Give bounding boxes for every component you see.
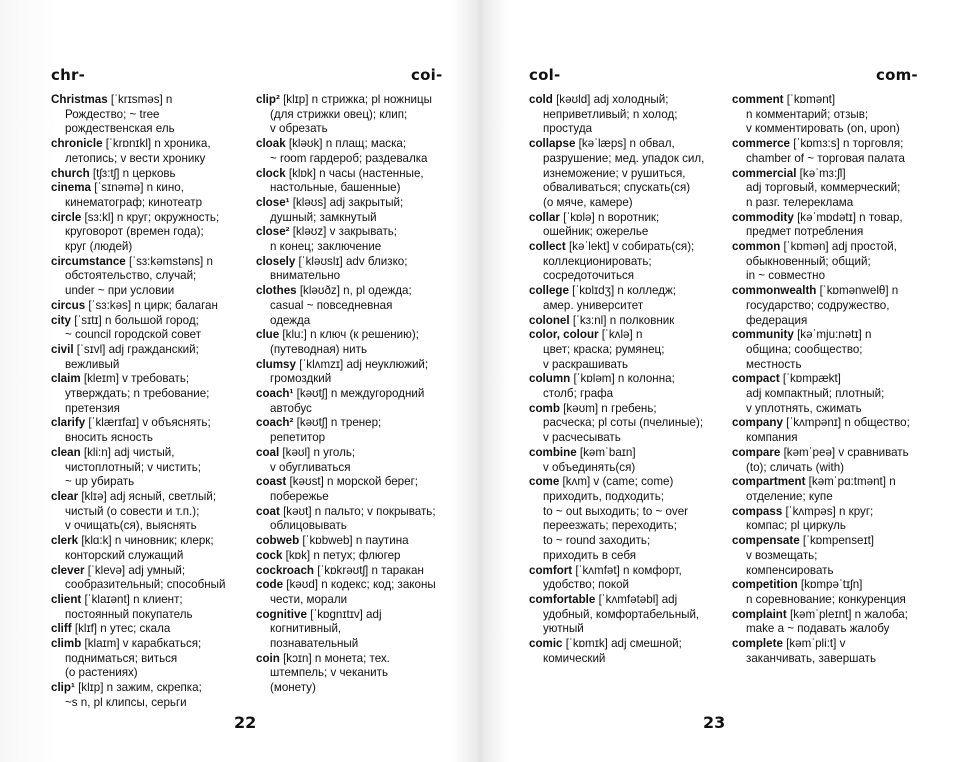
entry-continuation: когнитивный, [270,622,342,636]
guide-word-right-page-end: com- [876,66,918,84]
entry-continuation: познавательный [270,637,359,651]
entry-headline: cognitive [ˈkɒgnɪtɪv] adj [256,607,382,621]
entry-headline: coach¹ [kəʊtʃ] n междугородний [256,387,425,401]
entry-headline: cockroach [ˈkɒkrəʊtʃ] n таракан [256,563,424,577]
entry-continuation: сообразительный; способный [65,578,226,592]
entry-headline: common [ˈkɒmən] adj простой, [732,240,897,254]
entry-headline: collapse [kəˈlæps] n обвал, [529,137,675,151]
entry-continuation: v возмещать; [746,548,818,562]
entry-continuation: подниматься; виться [65,651,178,665]
entry-continuation: громоздкий [270,372,332,386]
entry-headline: compare [kəmˈpeə] v сравнивать [732,445,909,459]
entry-continuation: n комментарий; отзыв; [746,107,869,121]
entry-headline: combine [kəmˈbaɪn] [529,445,636,459]
entry-headline: client [ˈklaɪənt] n клиент; [51,592,183,606]
entry-continuation: постоянный покупатель [65,607,193,621]
entry-headline: community [kəˈmju:nətɪ] n [732,328,872,342]
entry-continuation: to ~ out выходить; to ~ over [543,504,689,518]
entry-continuation: сосредоточиться [543,269,635,283]
entry-continuation: разрушение; мед. упадок сил, [543,151,705,165]
entry-headline: commerce [ˈkɒmɜ:s] n торговля; [732,137,904,151]
entry-continuation: adj торговый, коммерческий; [746,181,901,195]
entry-continuation: adj компактный; плотный; [746,387,885,401]
entry-continuation: чести, морали [270,592,348,606]
entry-headline: comfortable [ˈkʌmfətəbl] adj [529,592,678,606]
entry-continuation: отделение; купе [746,489,833,503]
entry-headline: collect [kəˈlekt] v собирать(ся); [529,240,695,254]
entry-continuation: компания [746,431,798,445]
entry-continuation: чистоплотный; v чистить; [65,460,201,474]
entry-continuation: v очищать(ся), выяснять [65,519,197,533]
entry-continuation: амер. университет [543,298,644,312]
entry-continuation: (to); сличать (with) [746,460,845,474]
entry-continuation: удобный, комфортабельный, [543,607,700,621]
entry-headline: cinema [ˈsɪnəmə] n кино, [51,181,184,195]
entry-continuation: столб; графа [543,387,614,401]
entry-headline: competition [kɒmpəˈtɪʃn] [732,578,863,592]
entry-headline: compartment [kəmˈpɑ:tmənt] n [732,475,896,489]
entry-headline: commercial [kəˈmɜ:ʃl] [732,166,846,180]
entry-continuation: ~ up убирать [65,475,135,489]
entry-continuation: компенсировать [746,563,834,577]
entry-headline: company [ˈkʌmpənɪ] n общество; [732,416,910,430]
entry-continuation: репетитор [270,431,326,445]
entry-headline: clumsy [ˈklʌmzɪ] adj неуклюжий; [256,357,429,371]
entry-continuation: изнеможение; v рушиться, [543,166,686,180]
entry-headline: coat [kəʊt] n пальто; v покрывать; [256,504,436,518]
left-page-column-1 [51,93,251,711]
entry-continuation: расческа; pl соты (пчелиные); [543,416,704,430]
right-page-column-1 [529,93,729,666]
entry-continuation: v раскрашивать [543,357,629,371]
entry-headline: chronicle [ˈkrɒnɪkl] n хроника, [51,137,211,151]
entry-continuation: душный; замкнутый [270,210,377,224]
entry-continuation: in ~ совместно [746,269,826,283]
entry-headline: comment [ˈkɒmənt] [732,93,836,106]
entry-headline: circle [sɜ:kl] n круг; окружность; [51,210,220,224]
guide-word-left-page-start: chr- [51,66,85,84]
entry-continuation: приходить, подходить; [543,489,665,503]
entry-continuation: претензия [65,401,120,415]
entry-continuation: n разг. телереклама [746,195,854,209]
entry-continuation: приходить в себя [543,548,637,562]
entry-headline: code [kəʊd] n кодекс; код; законы [256,578,436,592]
right-page-column-2 [732,93,922,666]
entry-continuation: make a ~ подавать жалобу [746,622,890,636]
entry-headline: clerk [klɑ:k] n чиновник; клерк; [51,534,214,548]
entry-continuation: n соревнование; конкуренция [746,592,906,606]
entry-continuation: chamber of ~ торговая палата [746,151,905,165]
entry-headline: coach² [kəʊtʃ] n тренер; [256,416,382,430]
entry-continuation: круг (людей) [65,240,133,254]
entry-continuation: комический [543,651,606,665]
entry-continuation: ~ room гардероб; раздевалка [270,151,428,165]
entry-headline: clip¹ [klɪp] n зажим, скрепка; [51,681,202,695]
entry-headline: coin [kɔɪn] n монета; тех. [256,651,390,665]
entry-headline: cold [kəʊld] adj холодный; [529,93,669,106]
entry-headline: climb [klaɪm] v карабкаться; [51,637,202,651]
entry-continuation: v комментировать (on, upon) [746,122,900,136]
entry-headline: clip² [klɪp] n стрижка; pl ножницы [256,93,432,106]
entry-headline: comfort [ˈkʌmfət] n комфорт, [529,563,682,577]
entry-headline: compensate [ˈkɒmpenseɪt] [732,534,875,548]
page-number-22: 22 [234,713,257,732]
left-page-column-2 [256,93,456,696]
entry-continuation: заканчивать, завершать [746,651,877,665]
entry-continuation: (для стрижки овец); клип; [270,107,408,121]
entry-continuation: вносить ясность [65,431,153,445]
entry-continuation: v расчесывать [543,431,621,445]
entry-continuation: рождественская ель [65,122,175,136]
entry-headline: cock [kɒk] n петух; флюгер [256,548,401,562]
entry-continuation: casual ~ повседневная [270,298,393,312]
entry-continuation: простуда [543,122,593,136]
entry-headline: clothes [kləʊðz] n, pl одежда; [256,284,412,298]
entry-continuation: неприветливый; n холод; [543,107,678,121]
entry-headline: cobweb [ˈkɒbweb] n паутина [256,534,409,548]
entry-headline: church [tʃɜ:tʃ] n церковь [51,166,176,180]
entry-continuation: n конец; заключение [270,240,382,254]
entry-headline: close¹ [kləʊs] adj закрытый; [256,195,404,209]
entry-headline: clean [kli:n] adj чистый, [51,445,175,459]
entry-headline: coast [kəʊst] n морской берег; [256,475,419,489]
entry-headline: civil [ˈsɪvl] adj гражданский; [51,342,199,356]
entry-continuation: (о мяче, камере) [543,195,633,209]
entry-headline: college [ˈkɒlɪdʒ] n колледж; [529,284,676,298]
entry-continuation: обваливаться; спускать(ся) [543,181,691,195]
entry-continuation: (путеводная) нить [270,342,367,356]
entry-continuation: конторский служащий [65,548,184,562]
entry-headline: commonwealth [ˈkɒmənwelθ] n [732,284,899,298]
entry-continuation: переезжать; переходить; [543,519,677,533]
entry-headline: color, colour [ˈkʌlə] n [529,328,643,342]
entry-continuation: государство; содружество, [746,298,890,312]
entry-continuation: круговорот (времен года); [65,225,204,239]
entry-continuation: чистый (о совести и т.п.); [65,504,200,518]
entry-continuation: v обрезать [270,122,328,136]
entry-headline: city [ˈsɪtɪ] n большой город; [51,313,199,327]
entry-continuation: местность [746,357,802,371]
entry-headline: clock [klɒk] n часы (настенные, [256,166,424,180]
entry-continuation: община; сообщество; [746,342,863,356]
entry-continuation: v объединять(ся) [543,460,636,474]
entry-headline: compass [ˈkʌmpəs] n круг; [732,504,874,518]
entry-continuation: настольные, башенные) [270,181,401,195]
entry-continuation: вежливый [65,357,120,371]
entry-continuation: under ~ при условии [65,284,175,298]
entry-continuation: удобство; покой [543,578,630,592]
entry-headline: comb [kəʊm] n гребень; [529,401,657,415]
entry-continuation: ~ council городской совет [65,328,202,342]
entry-headline: column [ˈkɒləm] n колонна; [529,372,675,386]
entry-headline: comic [ˈkɒmɪk] adj смешной; [529,637,682,651]
entry-continuation: to ~ round заходить; [543,534,651,548]
entry-headline: compact [ˈkɒmpækt] [732,372,841,386]
entry-headline: closely [ˈkləʊslɪ] adv близко; [256,254,408,268]
entry-headline: coal [kəʊl] n уголь; [256,445,356,459]
entry-continuation: компас; pl циркуль [746,519,846,533]
entry-headline: claim [kleɪm] v требовать; [51,372,190,386]
entry-headline: colonel [ˈkɜ:nl] n полковник [529,313,675,327]
entry-headline: close² [kləʊz] v закрывать; [256,225,398,239]
entry-continuation: цвет; краска; румянец; [543,342,665,356]
entry-headline: circumstance [ˈsɜ:kəmstəns] n [51,254,213,268]
entry-continuation: уютный [543,622,584,636]
entry-headline: cliff [klɪf] n утес; скала [51,622,171,636]
entry-continuation: (монету) [270,681,316,695]
entry-headline: Christmas [ˈkrɪsməs] n [51,93,173,106]
entry-continuation: обыкновенный; общий; [746,254,871,268]
entry-headline: collar [ˈkɒlə] n воротник; [529,210,660,224]
entry-headline: come [kʌm] v (came; come) [529,475,674,489]
entry-continuation: летопись; v вести хронику [65,151,206,165]
entry-headline: circus [ˈsɜ:kəs] n цирк; балаган [51,298,218,312]
entry-continuation: внимательно [270,269,341,283]
entry-continuation: ~s n, pl клипсы, серьги [65,695,187,709]
entry-continuation: утверждать; n требование; [65,387,210,401]
entry-continuation: предмет потребления [746,225,864,239]
entry-continuation: v уплотнять, сжимать [746,401,862,415]
entry-continuation: (о растениях) [65,666,138,680]
entry-continuation: федерация [746,313,808,327]
entry-continuation: автобус [270,401,312,415]
entry-continuation: Рождество; ~ tree [65,107,160,121]
entry-continuation: побережье [270,489,329,503]
entry-continuation: коллекционировать; [543,254,652,268]
entry-headline: commodity [kəˈmɒdətɪ] n товар, [732,210,903,224]
guide-word-right-page-start: col- [529,66,561,84]
entry-headline: clarify [ˈklærɪfaɪ] v объяснять; [51,416,211,430]
entry-headline: cloak [kləʊk] n плащ; маска; [256,137,407,151]
entry-continuation: кинематограф; кинотеатр [65,195,203,209]
page-number-23: 23 [703,713,726,732]
entry-continuation: v обугливаться [270,460,351,474]
entry-headline: complaint [kəmˈpleɪnt] n жалоба; [732,607,908,621]
entry-continuation: обстоятельство, случай; [65,269,197,283]
entry-headline: clever [ˈklevə] adj умный; [51,563,186,577]
entry-headline: clear [klɪə] adj ясный, светлый; [51,489,217,503]
entry-headline: clue [klu:] n ключ (к решению); [256,328,419,342]
entry-continuation: одежда [270,313,311,327]
guide-word-left-page-end: coi- [411,66,443,84]
entry-continuation: штемпель; v чеканить [270,666,388,680]
entry-continuation: ошейник; ожерелье [543,225,649,239]
entry-continuation: облицовывать [270,519,347,533]
entry-headline: complete [kəmˈpli:t] v [732,637,846,651]
